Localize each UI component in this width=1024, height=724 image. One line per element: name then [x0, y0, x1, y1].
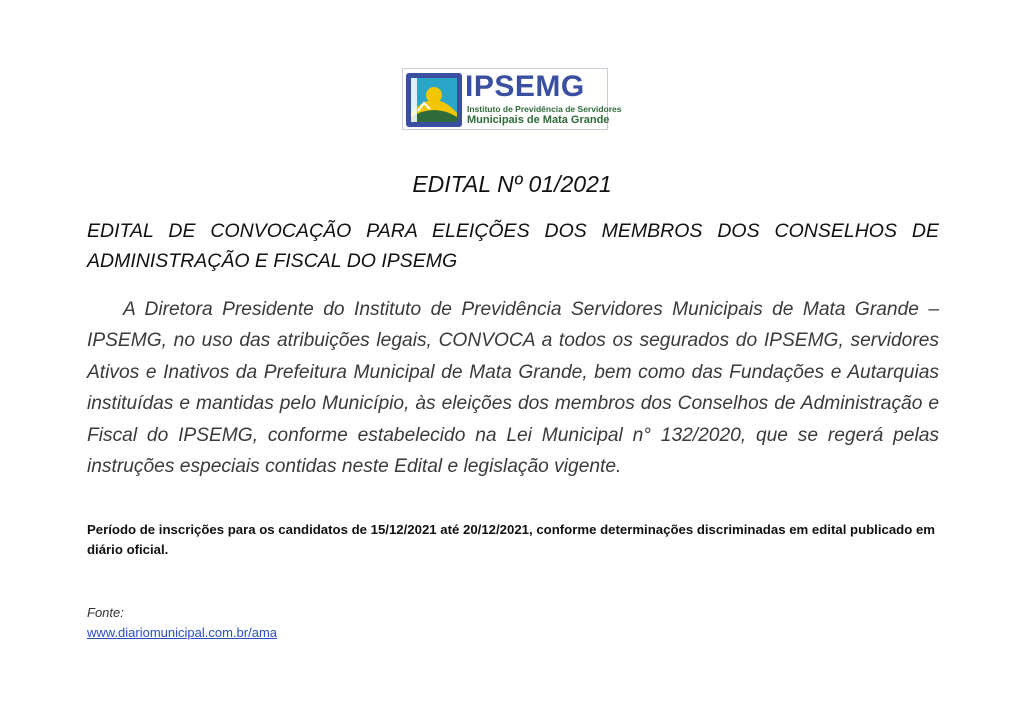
source-link[interactable]: www.diariomunicipal.com.br/ama [87, 625, 278, 640]
logo-subtitle-line1: Instituto de Previdência de Servidores [467, 104, 622, 114]
logo-name: IPSEMG [465, 70, 585, 103]
registration-period-note: Período de inscrições para os candidatos de 15/12/2021 até 20/12/2021, conforme determinações discriminadas em edital publicado em diário oficial. [87, 522, 936, 557]
source-label: Fonte: [87, 605, 124, 620]
convocation-paragraph: A Diretora Presidente do Instituto de Previdência Servidores Municipais de Mata Grande – IPSEMG, no uso das atribuições legais, CONVOCA a todos os segurados do IPSEMG, servidores Ativos e Inativos da Prefeitura Municipal de Mata Grande, bem como das Fundações e Autarquias instituídas e mantidas pelo Município, às eleições dos membros dos Conselhos de Administração e Fiscal do IPSEMG, conforme estabelecido na Lei Municipal n° 132/2020, que se regerá pelas instruções especiais contidas neste Edital e legislação vigente. [87, 299, 939, 478]
logo-subtitle-line2: Municipais de Mata Grande [467, 114, 610, 126]
edital-number: EDITAL Nº 01/2021 [412, 171, 612, 197]
ipsemg-logo [402, 68, 622, 130]
ipsemg-emblem-icon [406, 73, 462, 127]
edital-heading: EDITAL DE CONVOCAÇÃO PARA ELEIÇÕES DOS MEMBROS DOS CONSELHOS DE ADMINISTRAÇÃO E FISCAL DO IPSEMG [87, 220, 939, 272]
